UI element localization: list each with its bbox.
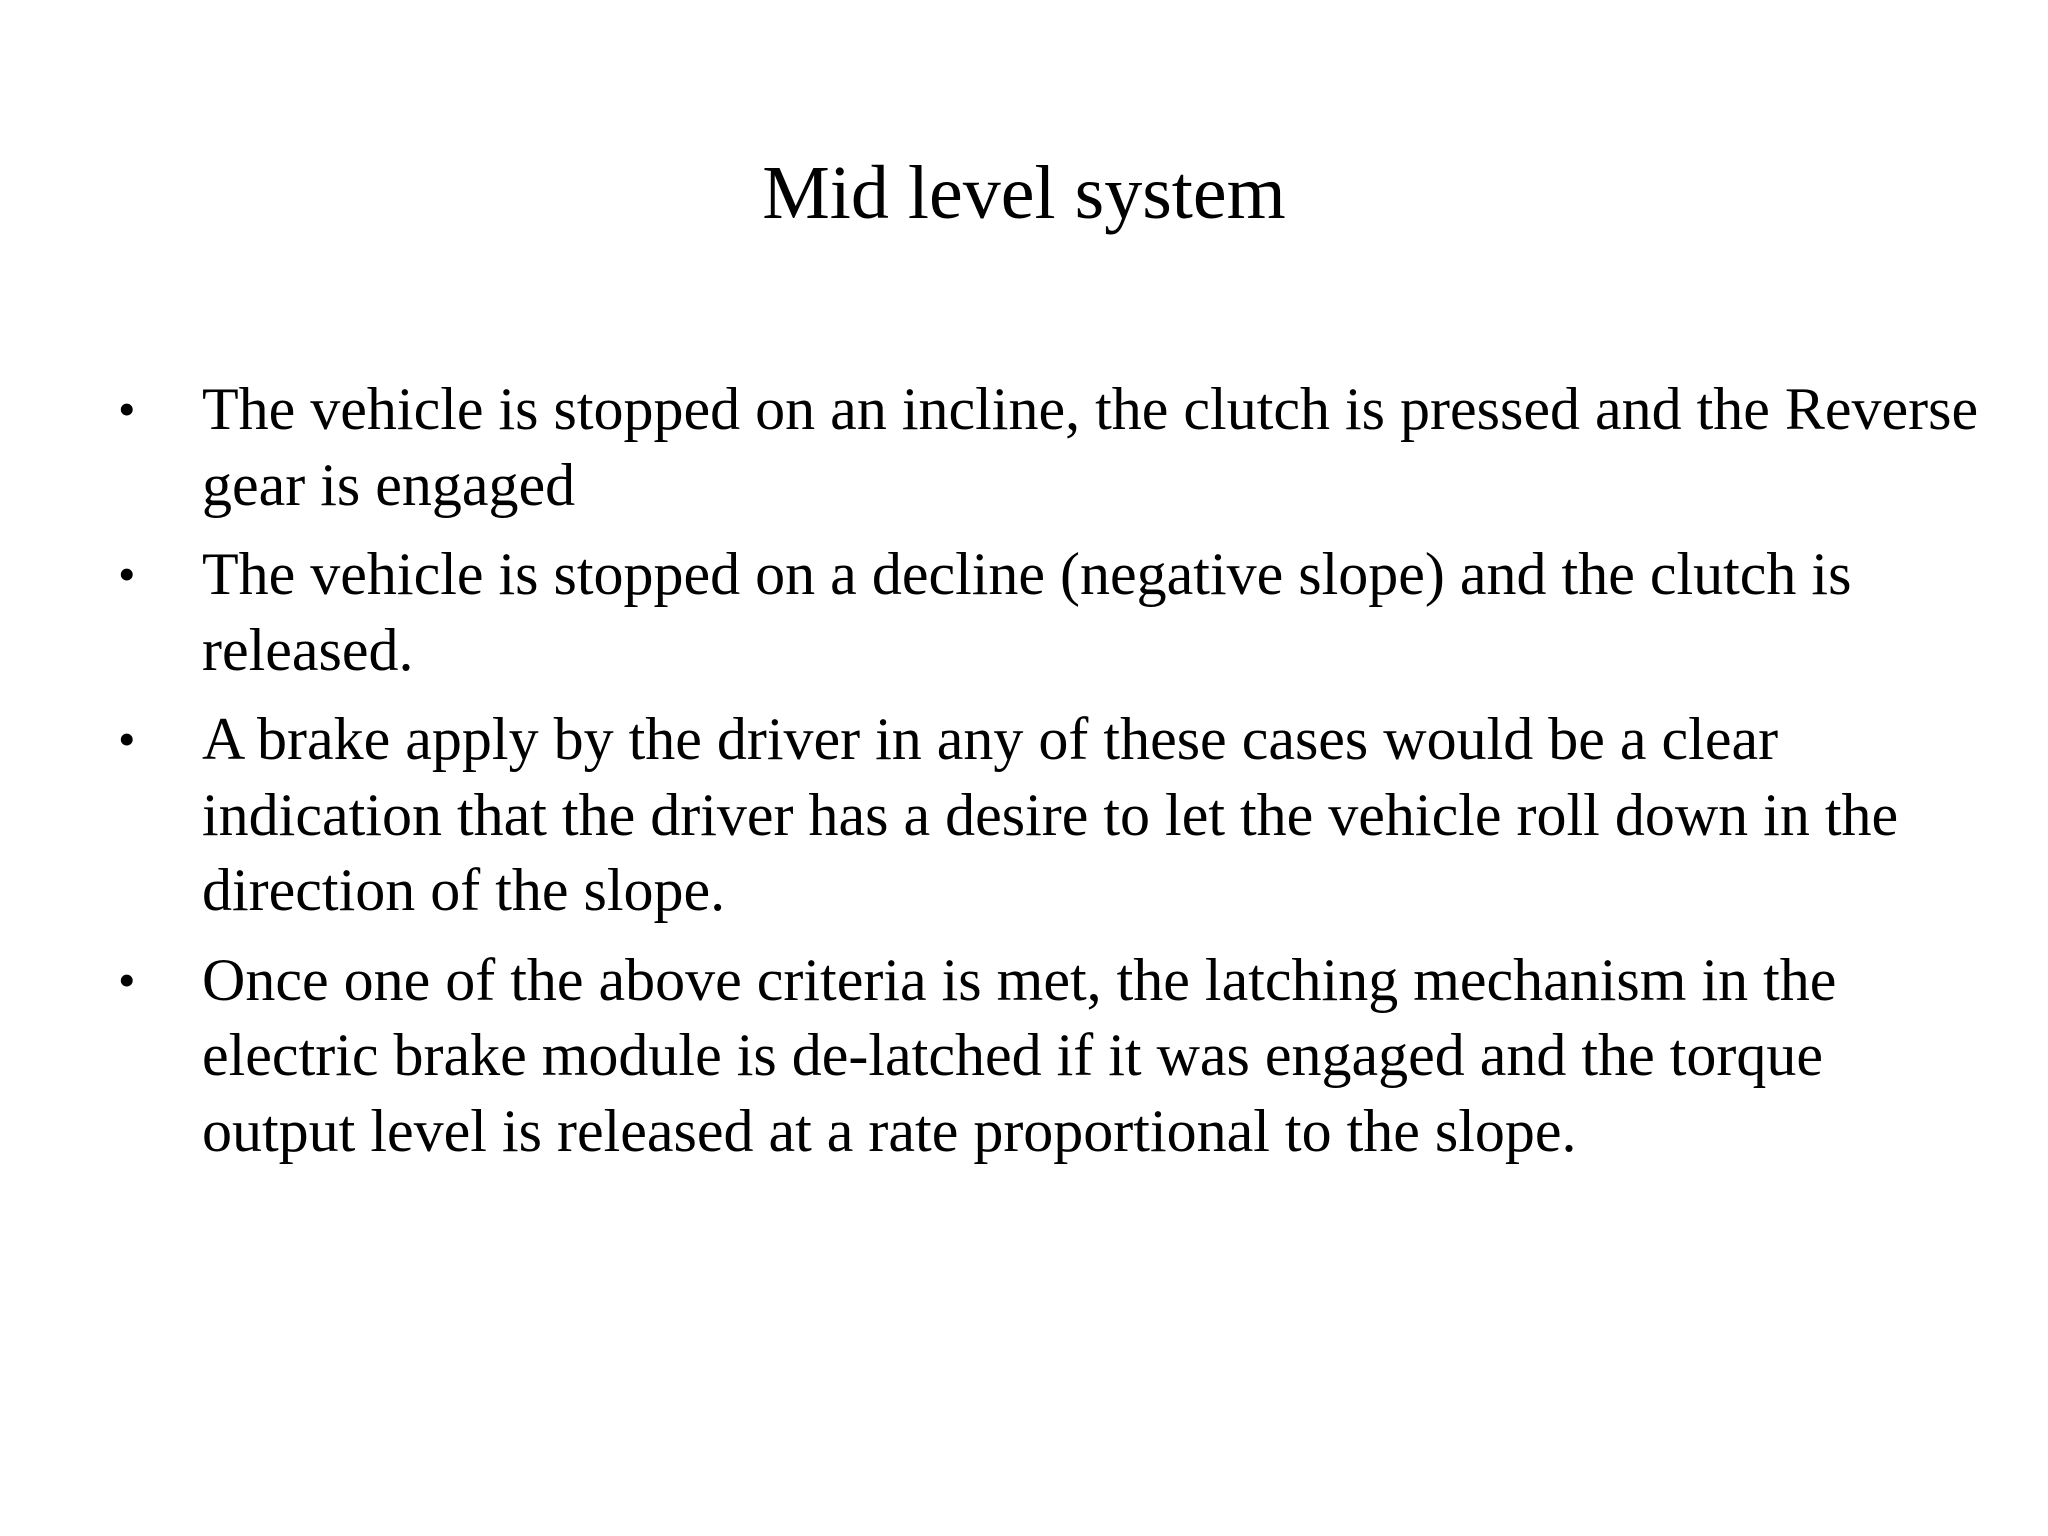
bullet-list [100, 372, 1980, 1183]
bullet-icon: • [118, 951, 136, 1008]
bullet-icon: • [118, 381, 136, 437]
bullet-icon: • [118, 711, 136, 767]
bullet-item [100, 537, 1980, 688]
bullet-item [100, 372, 1980, 523]
bullet-item [100, 943, 1980, 1170]
bullet-text: The vehicle is stopped on a decline (negative slope) and the clutch is released. [202, 541, 1852, 683]
bullet-text: Once one of the above criteria is met, the latching mechanism in the electric brake module is de-latched if it was engaged and the torque output level is released at a rate proportional to the slope. [202, 946, 1837, 1164]
bullet-text: The vehicle is stopped on an incline, the clutch is pressed and the Reverse gear is engaged [202, 376, 1979, 518]
bullet-icon: • [118, 546, 136, 602]
bullet-text: A brake apply by the driver in any of these cases would be a clear indication that the driver has a desire to let the vehicle roll down in the direction of the slope. [202, 706, 1899, 923]
bullet-item [100, 702, 1980, 929]
slide-title: Mid level system [762, 151, 1286, 235]
